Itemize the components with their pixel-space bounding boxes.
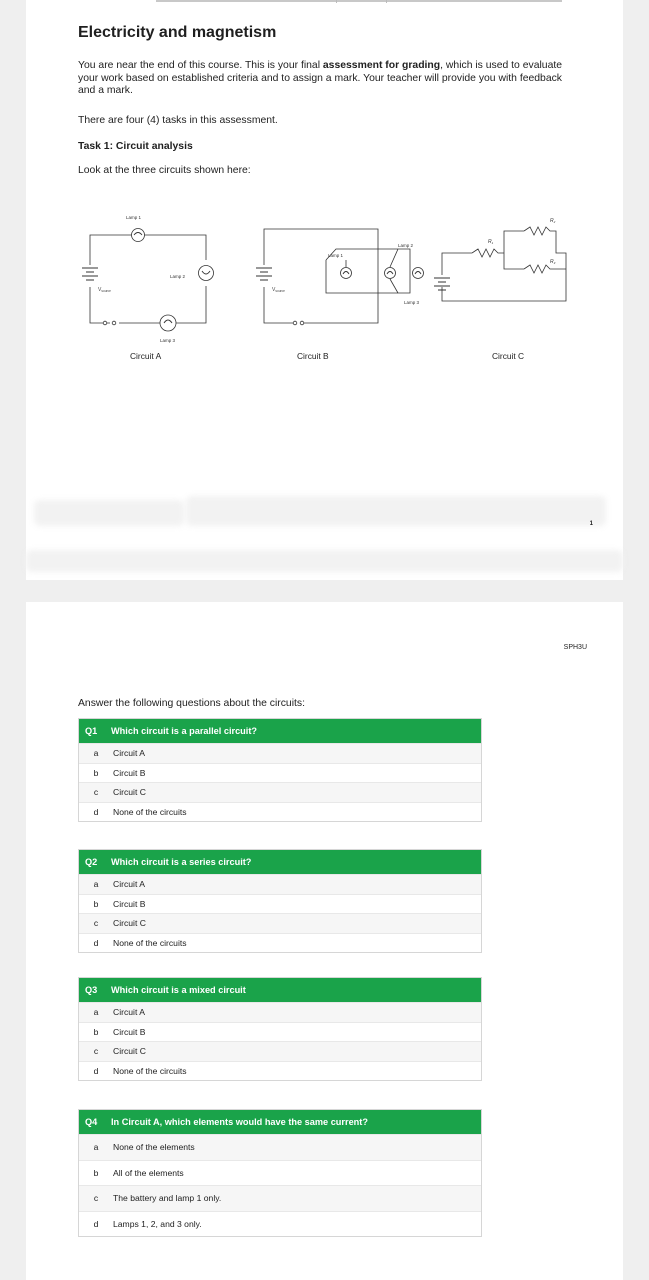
option-text: The battery and lamp 1 only. [113, 1193, 222, 1203]
circuit-c-r3-sub: 3 [553, 261, 556, 265]
option-text: None of the circuits [113, 806, 187, 817]
blurred-footer-left [34, 500, 184, 526]
option-letter: c [93, 918, 99, 928]
question-block-q2 [78, 849, 482, 953]
option-text: Lamps 1, 2, and 3 only. [113, 1218, 202, 1229]
svg-text:R3 [550, 259, 556, 265]
option-text: Circuit C [113, 918, 146, 928]
circuit-a-source-sub: source [101, 289, 111, 293]
svg-text:R1 [488, 239, 494, 245]
svg-text:Vsource [98, 287, 111, 293]
option-text: None of the elements [113, 1142, 195, 1152]
document-page-2 [26, 602, 623, 1280]
course-code: SPH3U [563, 644, 587, 651]
circuit-b-lamp2-label: Lamp 2 [398, 243, 414, 248]
answer-option[interactable] [79, 1134, 481, 1160]
option-letter: a [93, 1142, 99, 1152]
circuit-a-lamp1-label: Lamp 1 [126, 215, 142, 220]
answer-option[interactable] [79, 1160, 481, 1186]
option-letter: c [93, 787, 99, 797]
option-letter: b [93, 898, 99, 909]
question-number: Q1 [85, 726, 98, 736]
answer-option[interactable] [79, 1022, 481, 1042]
answer-option[interactable] [79, 802, 481, 822]
answer-option[interactable] [79, 782, 481, 802]
answer-option[interactable] [79, 1002, 481, 1022]
option-text: None of the circuits [113, 937, 187, 948]
option-letter: c [93, 1193, 99, 1203]
circuit-b-source-v: V [272, 287, 276, 293]
page-title: Electricity and magnetism [78, 24, 277, 41]
answer-option[interactable] [79, 1211, 481, 1237]
circuit-c-r2-sub: 2 [553, 220, 556, 224]
circuit-c-r1-sub: 1 [491, 241, 494, 245]
option-text: Circuit A [113, 748, 145, 758]
circuit-a-diagram [74, 205, 224, 347]
question-header [79, 978, 481, 1002]
question-block-q3 [78, 977, 482, 1081]
svg-text:Vsource [272, 287, 285, 293]
option-text: Circuit B [113, 898, 146, 909]
option-text: Circuit B [113, 1026, 146, 1037]
option-letter: a [93, 1007, 99, 1017]
answer-prompt: Answer the following questions about the circuits: [78, 698, 305, 709]
intro-text-end: , which is used to evaluate your work based on established criteria and to assign a mark. Your teacher will provide you with feedback and a mark. [78, 60, 563, 96]
circuit-c-r1: R [488, 239, 492, 245]
answer-option[interactable] [79, 763, 481, 783]
option-letter: d [93, 806, 99, 817]
question-header [79, 1110, 481, 1134]
question-text: Which circuit is a mixed circuit [111, 985, 246, 995]
answer-option[interactable] [79, 913, 481, 933]
question-block-q4 [78, 1109, 482, 1237]
circuit-a-lamp3-label: Lamp 3 [160, 338, 176, 343]
option-letter: a [93, 879, 99, 889]
option-text: None of the circuits [113, 1065, 187, 1076]
intro-bold: assessment for grading [322, 60, 441, 71]
answer-option[interactable] [79, 743, 481, 763]
circuit-a-lamp2-label: Lamp 2 [170, 274, 186, 279]
answer-option[interactable] [79, 933, 481, 953]
svg-text:R2 [550, 218, 556, 224]
blurred-footer [186, 496, 606, 526]
answer-option[interactable] [79, 1061, 481, 1081]
option-letter: b [93, 1167, 99, 1178]
option-text: Circuit A [113, 879, 145, 889]
option-letter: d [93, 937, 99, 948]
task-count: There are four (4) tasks in this assessment. [78, 115, 278, 126]
option-letter: b [93, 767, 99, 778]
question-number: Q2 [85, 857, 98, 867]
intro-text: You are near the end of this course. This is your final [78, 60, 323, 71]
blurred-footer-bottom [26, 550, 623, 572]
circuit-b-source-sub: source [275, 289, 285, 293]
circuit-c-caption: Circuit C [492, 351, 525, 361]
option-text: Circuit C [113, 1046, 146, 1056]
question-header [79, 719, 481, 743]
option-letter: d [93, 1065, 99, 1076]
page-number: 1 [589, 521, 593, 527]
circuit-b-caption: Circuit B [297, 351, 329, 361]
question-number: Q3 [85, 985, 98, 995]
circuit-b-diagram [248, 205, 423, 347]
circuit-c-diagram [426, 205, 576, 347]
circuit-c-r2: R [550, 218, 554, 224]
table-remnant [156, 0, 562, 2]
answer-option[interactable] [79, 1185, 481, 1211]
circuit-a-source-v: V [98, 287, 102, 293]
option-letter: d [93, 1218, 99, 1229]
question-number: Q4 [85, 1117, 98, 1127]
answer-option[interactable] [79, 874, 481, 894]
question-text: Which circuit is a parallel circuit? [111, 726, 258, 736]
circuit-b-lamp3-label: Lamp 3 [404, 300, 420, 305]
intro-paragraph [78, 60, 578, 98]
question-text: In Circuit A, which elements would have the same current? [111, 1117, 368, 1127]
document-page-1 [26, 0, 623, 580]
option-text: All of the elements [113, 1167, 184, 1178]
answer-option[interactable] [79, 894, 481, 914]
circuit-a-caption: Circuit A [130, 351, 162, 361]
option-text: Circuit C [113, 787, 146, 797]
question-header [79, 850, 481, 874]
option-text: Circuit A [113, 1007, 145, 1017]
option-text: Circuit B [113, 767, 146, 778]
option-letter: b [93, 1026, 99, 1037]
question-text: Which circuit is a series circuit? [111, 857, 252, 867]
option-letter: c [93, 1046, 99, 1056]
circuit-c-r3: R [550, 259, 554, 265]
question-block-q1 [78, 718, 482, 822]
look-instruction: Look at the three circuits shown here: [78, 165, 251, 176]
option-letter: a [93, 748, 99, 758]
task-title: Task 1: Circuit analysis [78, 141, 193, 152]
answer-option[interactable] [79, 1041, 481, 1061]
circuit-b-lamp1-label: Lamp 1 [328, 253, 344, 258]
